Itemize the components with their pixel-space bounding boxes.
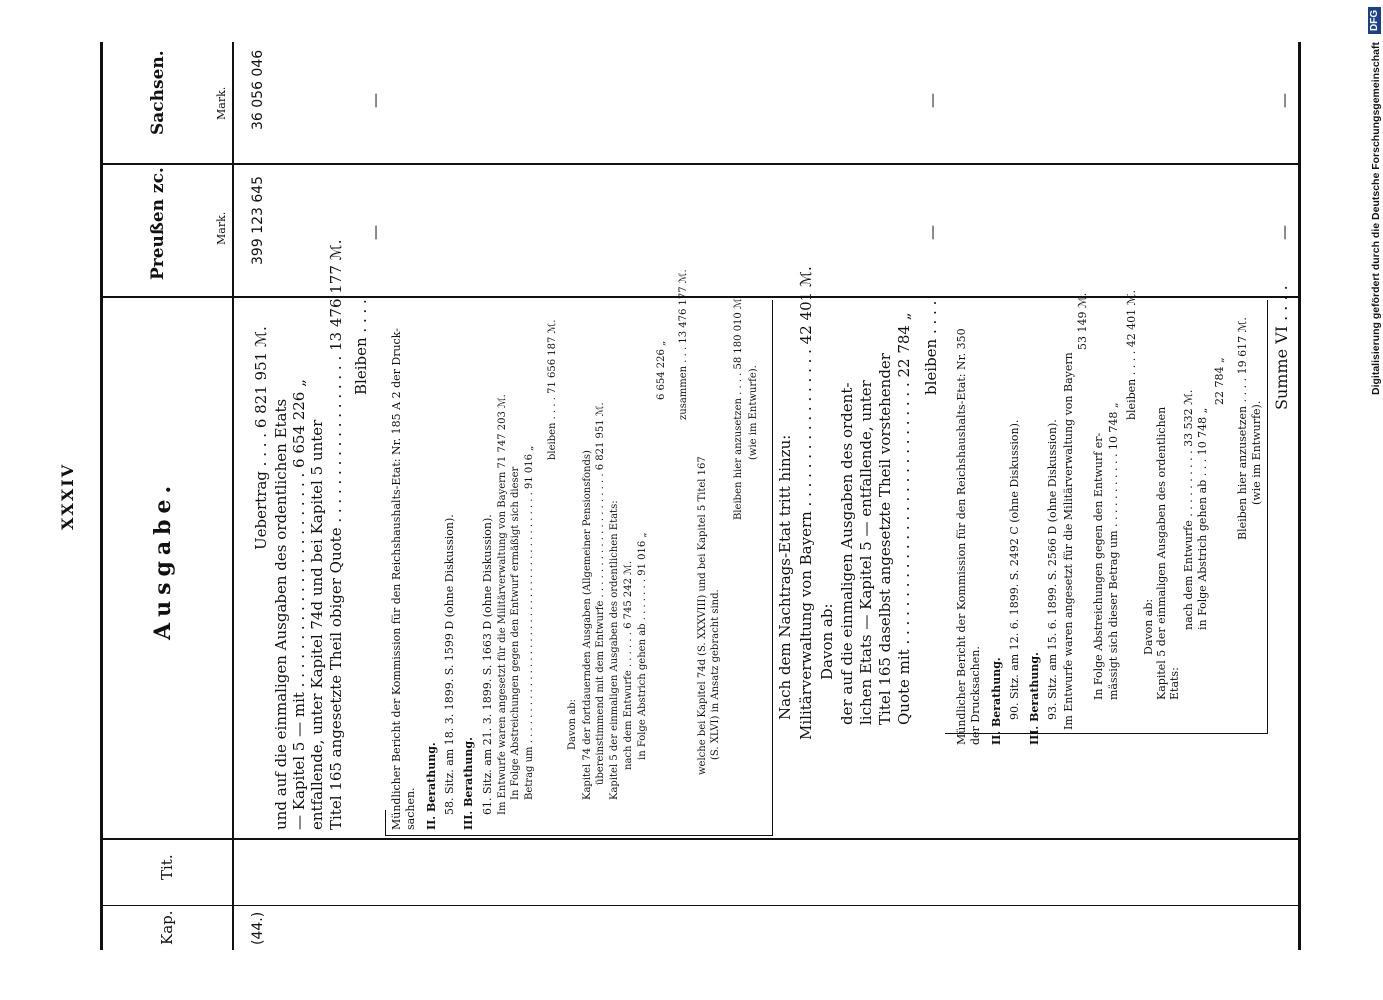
rule-ausgabe bbox=[100, 296, 1300, 298]
rule-kap bbox=[100, 905, 1300, 906]
davon-m4: Davon ab: bbox=[1142, 598, 1155, 655]
header-tit: Tit. bbox=[158, 854, 176, 880]
davon-m6: nach dem Entwurfe . . . . . . . . . . 33 532 ℳ. bbox=[1182, 389, 1195, 630]
berathung-m3c: 53 149 ℳ. bbox=[1076, 292, 1089, 350]
davon-ab-7: 6 654 226 „ bbox=[656, 340, 667, 400]
sachsen-dash-1: — bbox=[366, 93, 384, 108]
davon-ab-9: welche bei Kapitel 74d (S. XXXVIII) und bei Kapitel 5 Titel 167 bbox=[697, 456, 708, 775]
header-mark-sachsen: Mark. bbox=[215, 86, 228, 120]
bericht-1: Mündlicher Bericht der Kommission für den Reichshaushalts-Etat: Nr. 185 A 2 der Druck- bbox=[390, 328, 403, 830]
berathung-m2a: 90. Sitz. am 12. 6. 1899. S. 2492 C (ohne Diskussion). bbox=[1008, 419, 1021, 720]
berathung-m3a: 93. Sitz. am 15. 6. 1899. S. 2566 D (ohne Diskussion). bbox=[1046, 419, 1059, 720]
berathung-m2: II. Berathung. bbox=[990, 657, 1003, 745]
davon-ab-3: übereinstimmend mit dem Entwurfe . . . . . . . . . . . . . . . . . . . . 6 821 951 ℳ. bbox=[595, 402, 606, 785]
berathung-3e: bleiben . . . . 71 656 187 ℳ. bbox=[547, 319, 558, 460]
preussen-dash-1: — bbox=[366, 225, 384, 240]
summe-vi: Summe VI . . . . bbox=[1272, 285, 1291, 410]
line-entfallende: entfallende, unter Kapitel 74d und bei Kapitel 5 unter bbox=[308, 419, 326, 830]
kap-value: (44.) bbox=[250, 911, 266, 945]
davon-m9: Bleiben hier anzusetzen . . . . 19 617 ℳ. bbox=[1236, 317, 1249, 540]
davon-m8: 22 784 „ bbox=[1213, 357, 1226, 405]
line-uebertrag: Uebertrag . . . . 6 821 951 ℳ. bbox=[252, 326, 270, 550]
bericht-2: Mündlicher Bericht der Kommission für den Reichshaushalts-Etat: Nr. 350 bbox=[955, 328, 968, 745]
davon-ab-11: Bleiben hier anzusetzen . . . . 58 180 010 ℳ. bbox=[733, 295, 744, 520]
preussen-dash-3: — bbox=[1275, 225, 1293, 240]
davon-ab-2: Kapitel 74 der fortdauernden Ausgaben (Allgemeiner Pensionsfonds) bbox=[582, 450, 593, 800]
berathung-m3d: In Folge Abstreichungen gegen den Entwurf er- bbox=[1092, 432, 1105, 700]
preussen-dash-2: — bbox=[923, 225, 941, 240]
sachsen-dash-3: — bbox=[1275, 93, 1293, 108]
berathung-3a: 61. Sitz. am 21. 3. 1899. S. 1663 D (ohne Diskussion). bbox=[481, 514, 494, 815]
line-einmaligen: und auf die einmaligen Ausgaben des ordentlichen Etats bbox=[272, 398, 290, 830]
digitalisierung-note: Digitalisierung gefördert durch die Deutsche Forschungsgemeinschaft bbox=[1370, 42, 1382, 395]
sachsen-dash-2: — bbox=[923, 93, 941, 108]
bracket-1 bbox=[385, 810, 386, 836]
davon-m5b: Etats: bbox=[1168, 667, 1181, 700]
berathung-3c: In Folge Abstreichungen gegen den Entwurf ermäßigt sich dieser bbox=[510, 466, 521, 800]
dfg-logo: DFG bbox=[1368, 7, 1381, 34]
header-sachsen: Sachsen. bbox=[148, 50, 168, 135]
berathung-2: II. Berathung. bbox=[425, 742, 438, 830]
sachsen-value: 36 056 046 bbox=[250, 49, 266, 130]
bracket-2 bbox=[772, 300, 773, 836]
preussen-value: 399 123 645 bbox=[250, 175, 266, 265]
nachtrag-7: Quote mit . . . . . . . . . . . . . . . . . . . . . . . . . . . . 22 784 „ bbox=[895, 312, 913, 725]
nachtrag-3: Davon ab: bbox=[818, 603, 836, 680]
page-number: XXXIV bbox=[58, 462, 77, 530]
berathung-3b: Im Entwurfe waren angesetzt für die Militärverwaltung von Bayern 71 747 203 ℳ. bbox=[497, 394, 508, 815]
nachtrag-2: Militärverwaltung von Bayern . . . . . . . . . . . . . . . . . 42 401 ℳ. bbox=[797, 266, 815, 740]
bracket-1b bbox=[385, 835, 772, 836]
berathung-m3f: bleiben . . . . 42 401 ℳ. bbox=[1125, 290, 1138, 420]
line-kapitel5: — Kapitel 5 — mit . . . . . . . . . . . . . . . . . . . . . . . 6 654 226 „ bbox=[290, 379, 308, 830]
nachtrag-6: Titel 165 daselbst angesetzte Theil vorstehender bbox=[876, 353, 894, 725]
nachtrag-5: lichen Etats — Kapitel 5 — entfallende, unter bbox=[857, 380, 875, 725]
davon-ab-4: Kapitel 5 der einmaligen Ausgaben des ordentlichen Etats: bbox=[609, 500, 620, 800]
nachtrag-4: der auf die einmaligen Ausgaben des ordent- bbox=[838, 382, 856, 725]
berathung-m3e: mässigt sich dieser Betrag um . . . . . . . . . . . 10 748 „ bbox=[1107, 402, 1120, 700]
bracket-3b bbox=[1267, 300, 1268, 734]
davon-m7: in Folge Abstrich gehen ab . . . 10 748 „ bbox=[1196, 407, 1209, 630]
line-titel165: Titel 165 angesetzte Theil obiger Quote . . . . . . . . . . . . . . . . . . 13 476 177 ℳ. bbox=[327, 239, 345, 830]
line-bleiben: Bleiben . . . . bbox=[352, 299, 370, 395]
davon-ab-8: zusammen . . . 13 476 177 ℳ. bbox=[678, 269, 689, 420]
davon-m10: (wie im Entwurfe). bbox=[1250, 400, 1263, 505]
berathung-3: III. Berathung. bbox=[462, 737, 475, 830]
header-kap: Kap. bbox=[158, 910, 176, 945]
bericht-1b: sachen. bbox=[404, 787, 417, 830]
davon-ab-12: (wie im Entwurfe). bbox=[748, 365, 759, 460]
rule-outer-left bbox=[100, 42, 103, 950]
davon-m5: Kapitel 5 der einmaligen Ausgaben des ordentlichen bbox=[1155, 406, 1168, 700]
header-preussen: Preußen zc. bbox=[148, 167, 168, 280]
rule-right bbox=[1298, 42, 1301, 950]
rule-sachsen bbox=[100, 163, 1300, 165]
berathung-m3b: Im Entwurfe waren angesetzt für die Militärverwaltung von Bayern bbox=[1062, 352, 1075, 730]
davon-ab-10: (S. XLVI) in Ansatz gebracht sind. bbox=[710, 589, 721, 760]
davon-ab-1: Davon ab: bbox=[567, 698, 578, 750]
header-ausgabe: Ausgabe. bbox=[150, 479, 176, 640]
berathung-3d: Betrag um . . . . . . . . . . . . . . . . . . . . . . . . . . . . . . . . . . . . . . . . 91 016 „ bbox=[524, 445, 535, 800]
rule-tit bbox=[100, 838, 1300, 840]
nachtrag-1: Nach dem Nachtrags-Etat tritt hinzu: bbox=[776, 434, 794, 720]
bericht-2b: der Drucksachen. bbox=[969, 646, 982, 745]
rule-header bbox=[232, 42, 234, 950]
header-mark-preussen: Mark. bbox=[215, 211, 228, 245]
berathung-m3: III. Berathung. bbox=[1028, 652, 1041, 745]
davon-ab-5: nach dem Entwurfe . . . . . . 6 745 242 ℳ. bbox=[623, 560, 634, 770]
berathung-2a: 58. Sitz. am 18. 3. 1899. S. 1599 D (ohne Diskussion). bbox=[443, 514, 456, 815]
davon-ab-6: in Folge Abstrich gehen ab . . . . . . . 91 016 „ bbox=[637, 532, 648, 760]
nachtrag-8: bleiben . . . . bbox=[922, 300, 940, 395]
